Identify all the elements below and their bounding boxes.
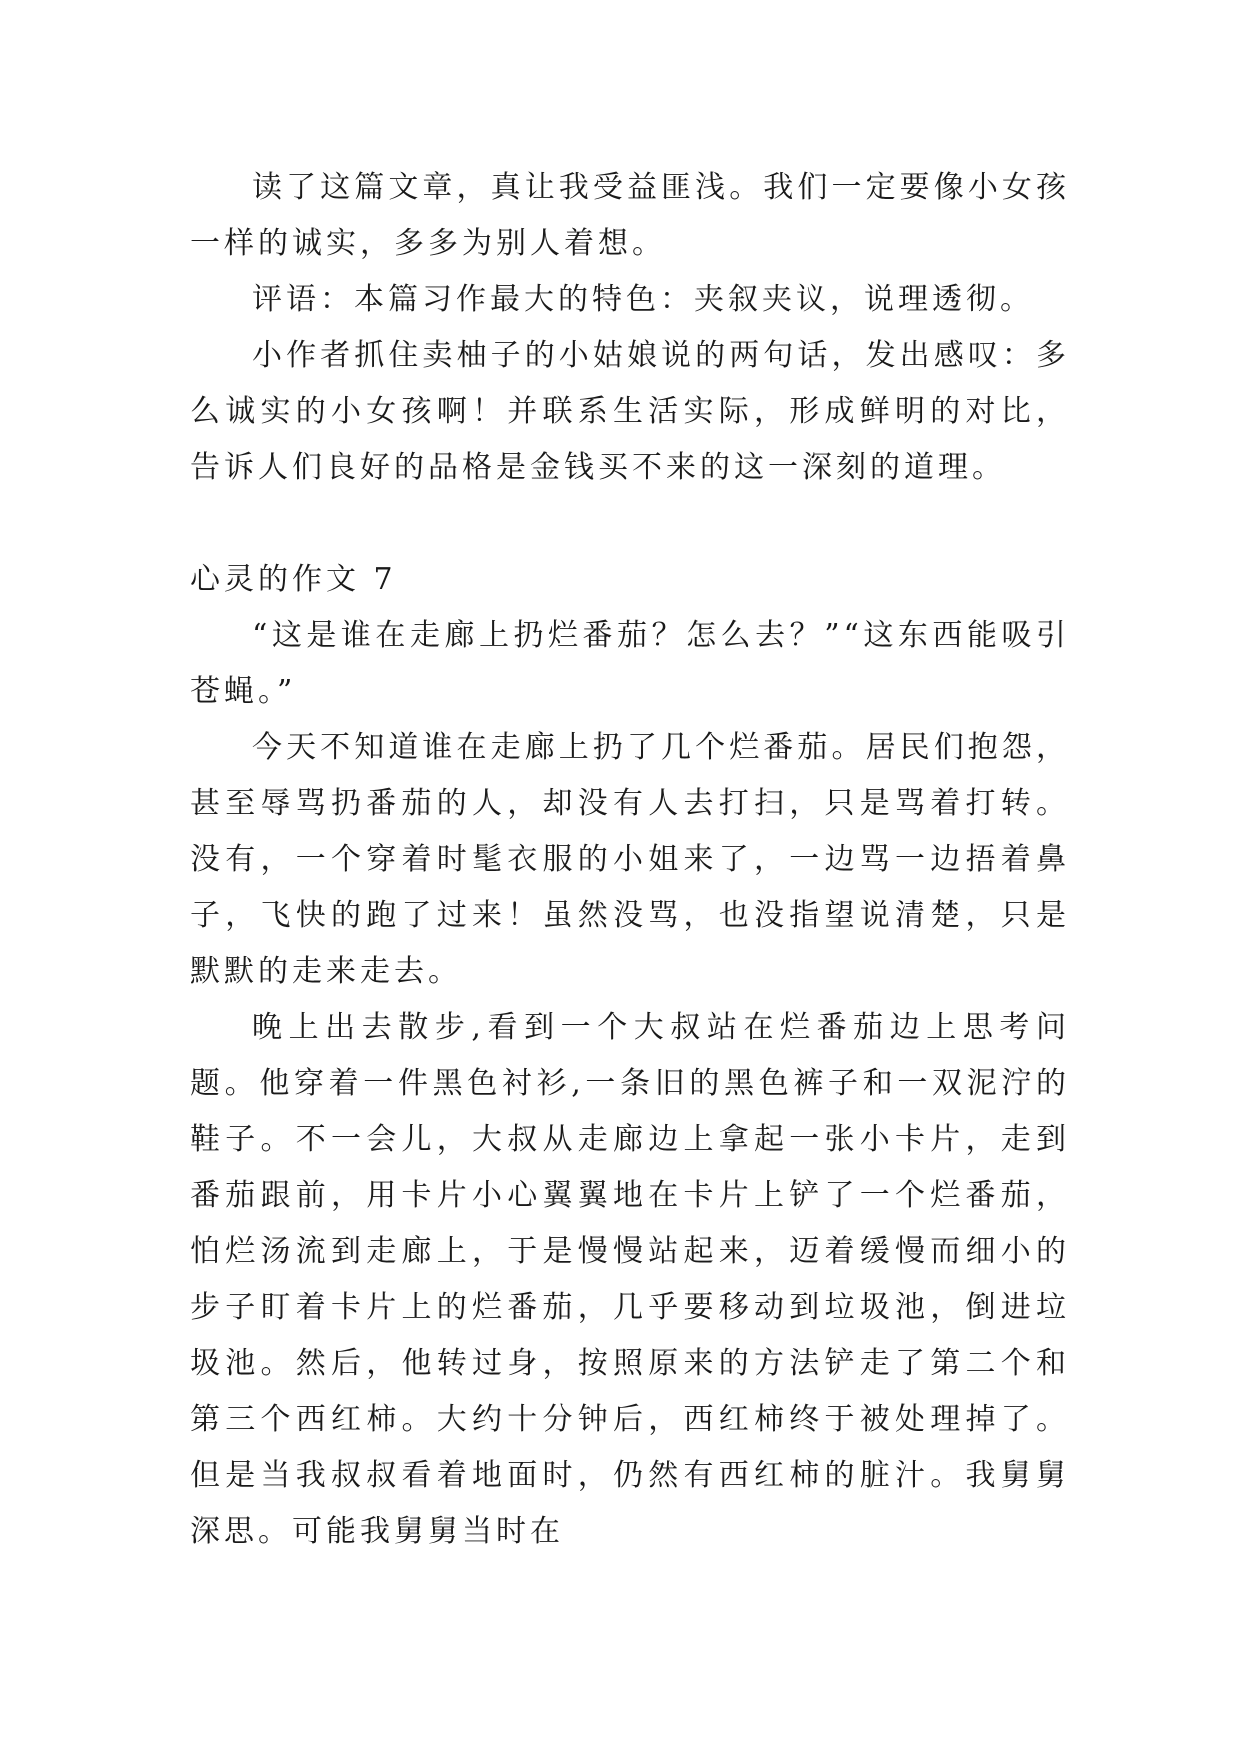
- paragraph-comment-detail: 小作者抓住卖柚子的小姑娘说的两句话，发出感叹：多么诚实的小女孩啊！并联系生活实际，形成鲜明的对比，告诉人们良好的品格是金钱买不来的这一深刻的道理。: [190, 338, 1070, 485]
- section-gap: [190, 496, 1070, 552]
- essay-title: 心灵的作文 7: [190, 562, 397, 597]
- paragraph-reflection: 读了这篇文章，真让我受益匪浅。我们一定要像小女孩一样的诚实，多多为别人着想。: [190, 170, 1070, 261]
- document-page: [190, 160, 1070, 1560]
- paragraph-dialogue: “这是谁在走廊上扔烂番茄？怎么去？”“这东西能吸引苍蝇。”: [190, 618, 1070, 709]
- paragraph-comment: 评语：本篇习作最大的特色：夹叙夹议，说理透彻。: [252, 282, 1034, 317]
- paragraph-story-1: 今天不知道谁在走廊上扔了几个烂番茄。居民们抱怨，甚至辱骂扔番茄的人，却没有人去打扫，只是骂着打转。没有，一个穿着时髦衣服的小姐来了，一边骂一边捂着鼻子，飞快的跑了过来！虽然没骂，也没指望说清楚，只是默默的走来走去。: [190, 730, 1070, 989]
- paragraph-story-2: 晚上出去散步,看到一个大叔站在烂番茄边上思考问题。他穿着一件黑色衬衫,一条旧的黑色裤子和一双泥泞的鞋子。不一会儿，大叔从走廊边上拿起一张小卡片，走到番茄跟前，用卡片小心翼翼地在卡片上铲了一个烂番茄，怕烂汤流到走廊上，于是慢慢站起来，迈着缓慢而细小的步子盯着卡片上的烂番茄，几乎要移动到垃圾池，倒进垃圾池。然后，他转过身，按照原来的方法铲走了第二个和第三个西红柿。大约十分钟后，西红柿终于被处理掉了。但是当我叔叔看着地面时，仍然有西红柿的脏汁。我舅舅深思。可能我舅舅当时在: [190, 1010, 1070, 1549]
